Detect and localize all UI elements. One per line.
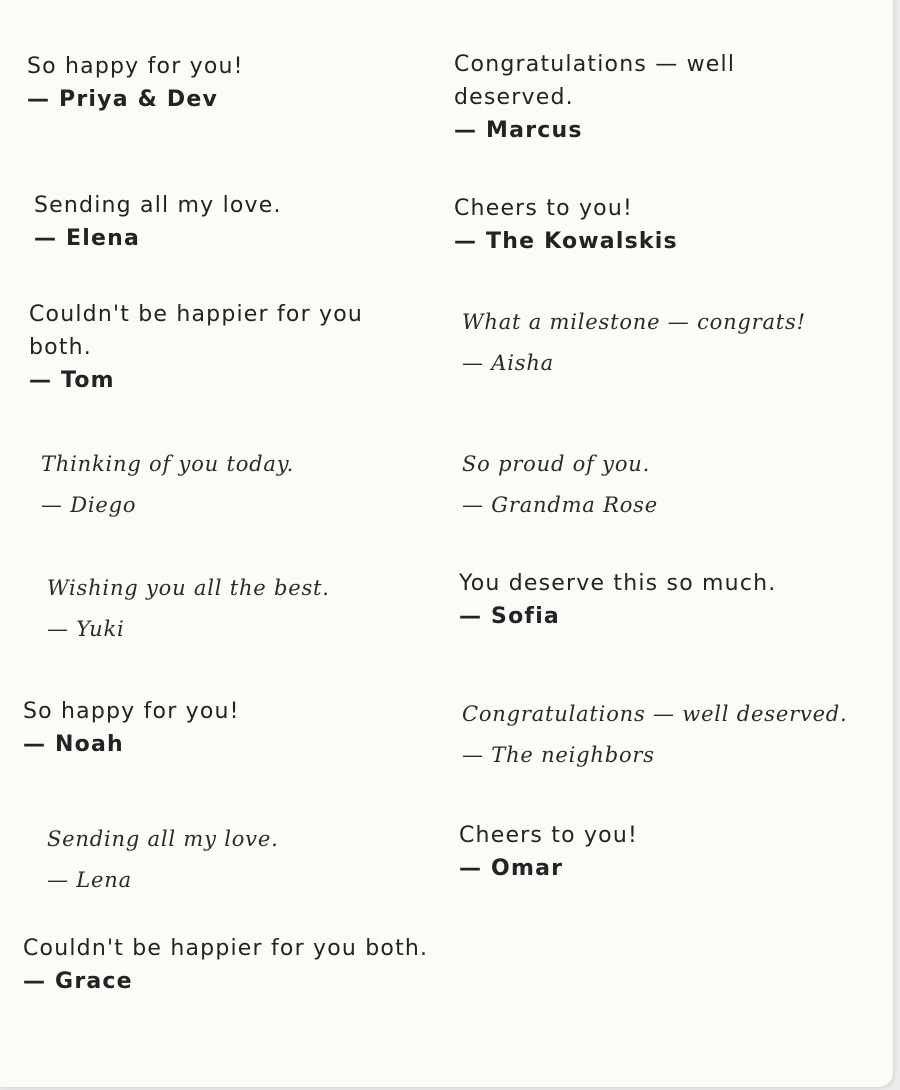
message-text: Cheers to you! <box>459 823 638 848</box>
message-neighbors <box>462 694 848 776</box>
message-signature: — Grandma Rose <box>462 493 658 517</box>
message-text: Wishing you all the best. <box>47 576 330 600</box>
message-yuki <box>47 568 330 650</box>
message-signature: — Noah <box>23 732 124 757</box>
message-text: Cheers to you! <box>454 196 633 221</box>
message-aisha <box>462 302 806 384</box>
message-sofia <box>459 567 776 633</box>
message-signature: — Aisha <box>462 351 554 375</box>
message-omar <box>459 819 638 885</box>
message-text: So proud of you. <box>462 452 651 476</box>
message-text: Sending all my love. <box>34 193 282 218</box>
message-tom <box>29 298 429 397</box>
message-signature: — Lena <box>47 868 132 892</box>
message-elena <box>34 189 282 255</box>
message-text: Couldn't be happier for you both. <box>29 302 364 360</box>
message-lena <box>47 819 279 901</box>
message-signature: — Sofia <box>459 604 560 629</box>
message-diego <box>41 444 294 526</box>
message-signature: — Yuki <box>47 617 125 641</box>
message-kowalskis <box>454 192 678 258</box>
message-marcus <box>454 48 814 147</box>
message-noah <box>23 695 240 761</box>
message-signature: — Omar <box>459 856 564 881</box>
message-signature: — The Kowalskis <box>454 229 678 254</box>
message-grace <box>23 932 428 998</box>
message-text: Sending all my love. <box>47 827 279 851</box>
message-text: You deserve this so much. <box>459 571 777 596</box>
message-signature: — Marcus <box>454 118 583 143</box>
message-signature: — Diego <box>41 493 137 517</box>
message-signature: — Tom <box>29 368 115 393</box>
message-signature: — Priya & Dev <box>27 87 218 112</box>
message-text: So happy for you! <box>23 699 240 724</box>
message-text: Congratulations — well deserved. <box>454 52 736 110</box>
message-signature: — Grace <box>23 969 133 994</box>
message-priya-dev <box>27 50 244 116</box>
message-text: Thinking of you today. <box>41 452 295 476</box>
message-text: So happy for you! <box>27 54 244 79</box>
message-text: Couldn't be happier for you both. <box>23 936 429 961</box>
message-grandma-rose <box>462 444 658 526</box>
message-text: Congratulations — well deserved. <box>462 702 848 726</box>
message-signature: — Elena <box>34 226 141 251</box>
message-text: What a milestone — congrats! <box>462 310 806 334</box>
message-signature: — The neighbors <box>462 743 655 767</box>
